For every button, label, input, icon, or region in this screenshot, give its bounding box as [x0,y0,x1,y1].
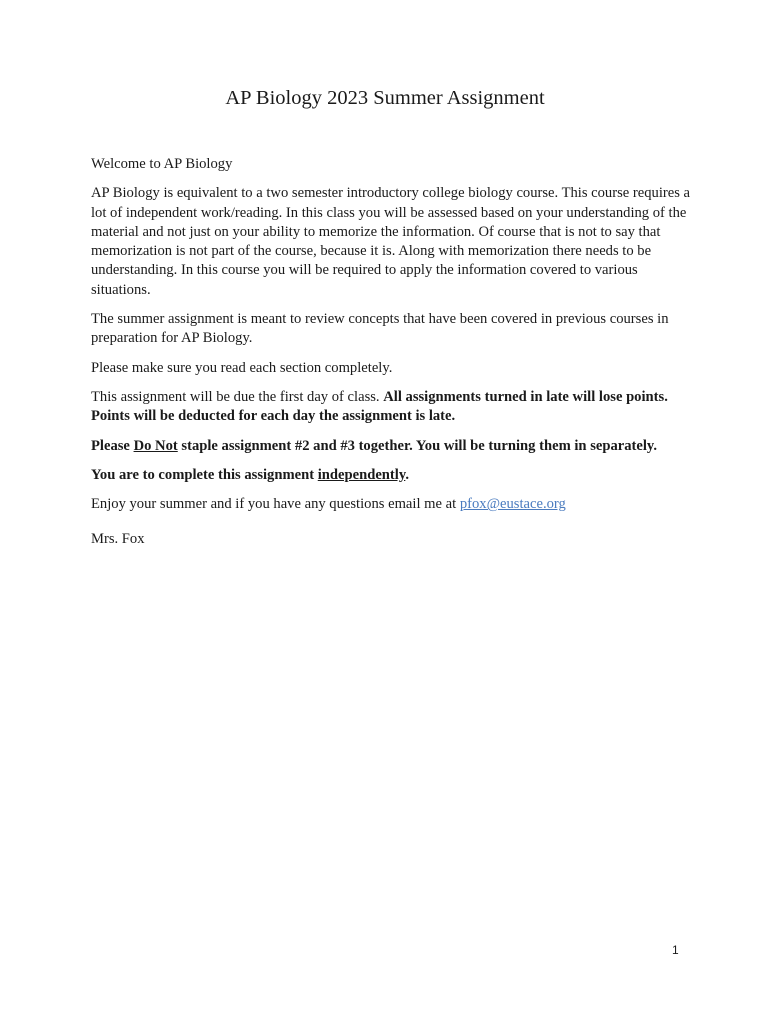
email-link[interactable]: pfox@eustace.org [459,496,566,513]
due-text: This assignment will be due the first day of class. [91,388,384,405]
due-paragraph [91,388,691,427]
read-note-paragraph: Please make sure you read each section completely. [91,359,393,376]
independent-emphasis: independently [317,466,406,483]
page-number: 1 [672,943,679,957]
independent-prefix: You are to complete this assignment [91,466,318,483]
independent-paragraph [91,466,691,485]
staple-suffix: staple assignment #2 and #3 together. You will be turning them in separately. [177,437,658,454]
purpose-paragraph: The summer assignment is meant to review concepts that have been covered in previous courses in preparation for AP Biology. [91,311,669,347]
enjoy-text: Enjoy your summer and if you have any questions email me at [91,496,460,513]
document-body [91,155,691,560]
welcome-line: Welcome to AP Biology [91,156,233,172]
staple-prefix: Please [91,437,134,454]
intro-paragraph: AP Biology is equivalent to a two semester introductory college biology course. This course requires a lot of independent work/reading. In this class you will be assessed based on your understanding of the material and not just on your ability to memorize the information. Of course that is not to say that memorization is not part of the course, because it is. Along with memorization there needs to be understanding. In this course you will be required to apply the information covered to various situations. [91,185,691,298]
enjoy-paragraph [91,495,691,514]
staple-paragraph [91,437,691,456]
independent-suffix: . [405,466,409,483]
staple-emphasis: Do Not [133,437,178,454]
document-title: AP Biology 2023 Summer Assignment [225,87,545,109]
signature: Mrs. Fox [91,531,145,548]
late-policy-text: All assignments turned in late will lose points. Points will be deducted for each day the assignment is late. [91,388,668,425]
